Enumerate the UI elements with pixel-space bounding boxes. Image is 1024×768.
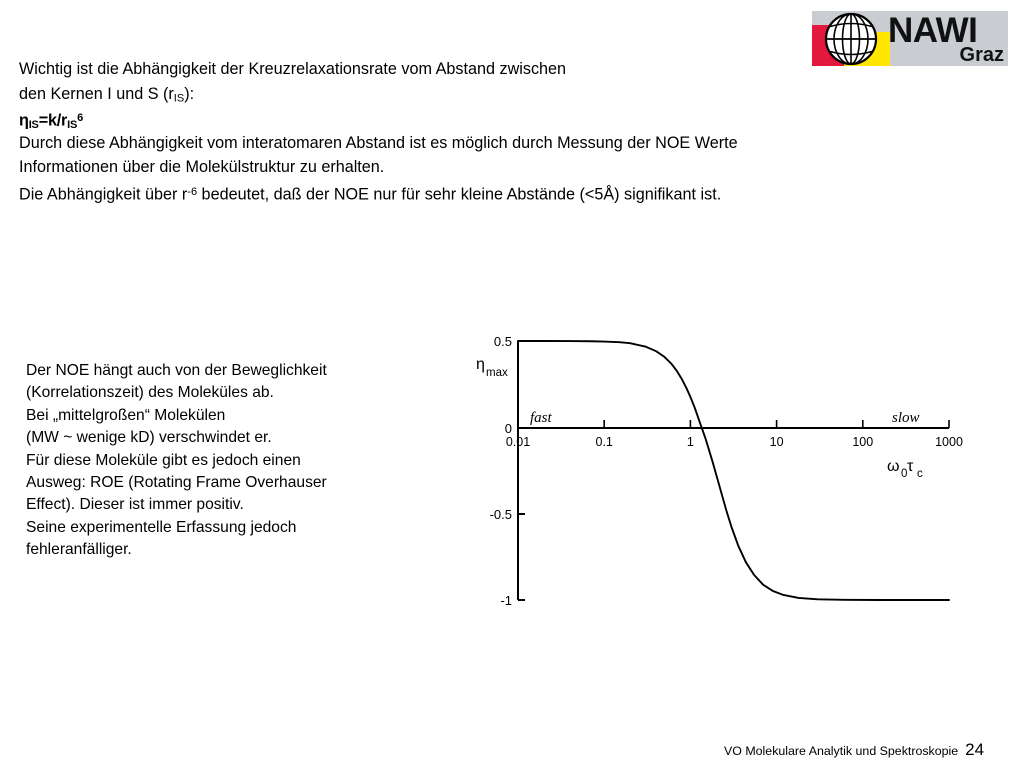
chart-annotation-slow: slow (892, 410, 920, 426)
intro-line-6 (19, 180, 979, 205)
chart-ytick-label-0: 0.5 (493, 334, 512, 349)
chart-y-ticks (518, 341, 525, 600)
chart-xtick-label-3: 10 (769, 435, 784, 449)
noe-vs-correlation-time-chart (460, 325, 1020, 625)
noe-line-9: fehleranfälliger. (26, 541, 132, 559)
chart-x-ticks (518, 420, 949, 428)
formula-eta: η (19, 111, 29, 130)
chart-annotation-fast: fast (530, 410, 552, 426)
formula-exponent: 6 (77, 112, 84, 125)
intro-line-1: Wichtig ist die Abhängigkeit der Kreuzrelaxationsrate vom Abstand zwischen (19, 60, 567, 78)
chart-x-axis-label-omega-sub: 0 (901, 468, 908, 480)
intro-paragraph (19, 57, 979, 205)
noe-mobility-paragraph (26, 360, 446, 562)
intro-line-4: Durch diese Abhängigkeit vom interatomaren Abstand ist es möglich durch Messung der NOE Werte (19, 133, 738, 152)
noe-line-6: Ausweg: ROE (Rotating Frame Overhauser (26, 473, 327, 491)
cross-relaxation-formula (19, 106, 979, 131)
noe-line-2: (Korrelationszeit) des Moleküles ab. (26, 384, 274, 402)
intro-line-5: Informationen über die Molekülstruktur zu erhalten. (19, 158, 385, 177)
intro-line-2-text-a: den Kernen I und S (r (19, 84, 174, 103)
chart-x-axis-label (887, 458, 923, 480)
noe-line-5: Für diese Moleküle gibt es jedoch einen (26, 451, 301, 469)
noe-line-3: Bei „mittelgroßen“ Molekülen (26, 406, 226, 424)
formula-equals-k-over-r: =k/r (38, 111, 68, 130)
chart-x-axis-label-tau-sub: c (917, 468, 923, 480)
noe-line-8: Seine experimentelle Erfassung jedoch (26, 518, 297, 536)
intro-line-2 (19, 82, 979, 107)
chart-x-axis-label-omega: ω (887, 458, 900, 475)
chart-xtick-label-0: 0.01 (505, 435, 531, 449)
logo-graz-text: Graz (959, 44, 1004, 66)
course-title: VO Molekulare Analytik und Spektroskopie (724, 744, 959, 758)
chart-y-axis-label (476, 356, 508, 379)
chart-ytick-label-3: -1 (500, 593, 512, 608)
chart-y-axis-label-eta: η (476, 356, 485, 373)
noe-line-4: (MW ~ wenige kD) verschwindet er. (26, 429, 272, 447)
formula-r-subscript: IS (67, 119, 78, 132)
noe-line-1: Der NOE hängt auch von der Beweglichkeit (26, 362, 327, 379)
chart-xtick-label-5: 1000 (935, 435, 963, 449)
chart-xtick-label-1: 0.1 (595, 435, 613, 449)
page-number: 24 (965, 740, 985, 759)
slide-footer (724, 740, 984, 760)
formula-eta-subscript: IS (28, 119, 39, 132)
intro-line-6-text-a: Die Abhängigkeit über r (19, 185, 188, 204)
intro-line-2-text-b: ): (184, 84, 195, 103)
chart-x-axis-label-tau: τ (907, 458, 914, 475)
chart-xtick-label-4: 100 (852, 435, 874, 449)
chart-xtick-label-2: 1 (686, 435, 694, 449)
chart-data-curve (518, 341, 949, 600)
intro-line-2-subscript: IS (173, 92, 185, 105)
logo-nawi-text: NAWI (888, 11, 978, 50)
intro-line-6-text-b: bedeutet, daß der NOE nur für sehr kleine Abstände (<5Å) signifikant ist. (197, 185, 722, 204)
intro-line-6-superscript: -6 (187, 185, 198, 198)
chart-ytick-label-1: 0 (504, 421, 512, 436)
noe-line-7: Effect). Dieser ist immer positiv. (26, 496, 244, 514)
chart-y-axis-label-eta-sub: max (486, 367, 508, 379)
chart-ytick-label-2: -0.5 (489, 507, 512, 522)
